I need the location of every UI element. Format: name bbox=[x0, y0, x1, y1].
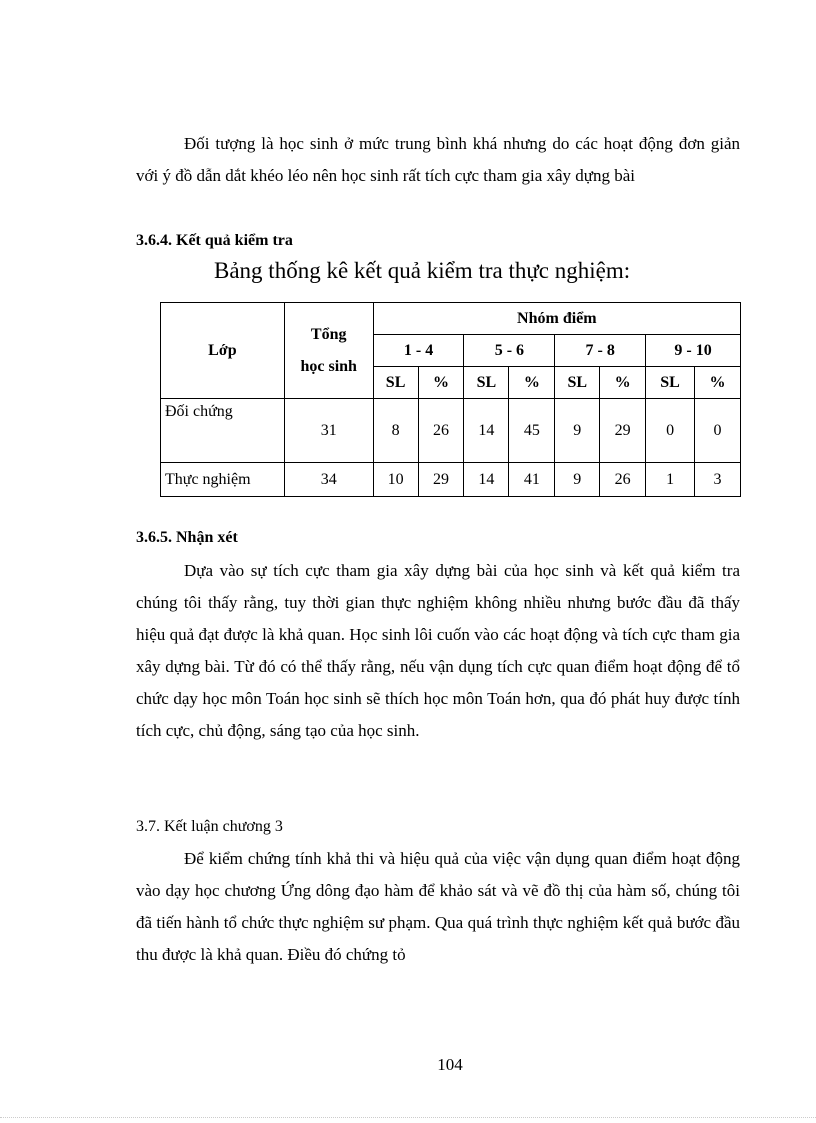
row-label: Thực nghiệm bbox=[161, 463, 285, 497]
section-3-6-4-heading: 3.6.4. Kết quả kiểm tra bbox=[136, 232, 293, 249]
table-title: Bảng thống kê kết quả kiểm tra thực nghiệm: bbox=[214, 258, 631, 283]
header-score-group: Nhóm điểm bbox=[373, 303, 740, 335]
table-cell: 26 bbox=[600, 463, 646, 497]
subheader-sl: SL bbox=[646, 367, 695, 399]
group-5-6: 5 - 6 bbox=[464, 335, 555, 367]
subheader-pct: % bbox=[418, 367, 464, 399]
subheader-pct: % bbox=[695, 367, 741, 399]
group-7-8: 7 - 8 bbox=[555, 335, 646, 367]
table-row bbox=[161, 399, 741, 463]
page-bottom-divider bbox=[0, 1117, 816, 1118]
header-total bbox=[284, 303, 373, 399]
header-class: Lớp bbox=[161, 303, 285, 399]
group-1-4: 1 - 4 bbox=[373, 335, 464, 367]
table-cell: 0 bbox=[646, 399, 695, 463]
table-cell: 0 bbox=[695, 399, 741, 463]
table-cell: 45 bbox=[509, 399, 555, 463]
cell-total: 34 bbox=[284, 463, 373, 497]
table-cell: 14 bbox=[464, 463, 509, 497]
page-number: 104 bbox=[437, 1055, 463, 1074]
section-3-7-heading: 3.7. Kết luận chương 3 bbox=[136, 818, 283, 835]
header-total-line1: Tổng bbox=[310, 325, 347, 343]
subheader-sl: SL bbox=[373, 367, 418, 399]
row-label: Đối chứng bbox=[161, 399, 285, 463]
table-cell: 26 bbox=[418, 399, 464, 463]
section-3-6-5-body: Dựa vào sự tích cực tham gia xây dựng bài của học sinh và kết quả kiểm tra chúng tôi thấy rằng, tuy thời gian thực nghiệm không nhiều nhưng bước đầu đã thấy hiệu quả đạt được là khả quan. Học sinh lôi cuốn vào các hoạt động và tích cực tham gia xây dựng bài. Từ đó có thể thấy rằng, nếu vận dụng tích cực quan điểm hoạt động để tổ chức dạy học môn Toán học sinh sẽ thích học môn Toán hơn, qua đó phát huy được tính tích cực, chủ động, sáng tạo của học sinh. bbox=[136, 561, 740, 740]
header-total-line2: học sinh bbox=[300, 357, 357, 375]
table-cell: 10 bbox=[373, 463, 418, 497]
table-cell: 9 bbox=[555, 463, 600, 497]
table-cell: 8 bbox=[373, 399, 418, 463]
subheader-pct: % bbox=[600, 367, 646, 399]
results-table bbox=[160, 302, 741, 497]
table-row bbox=[161, 463, 741, 497]
table-cell: 14 bbox=[464, 399, 509, 463]
section-3-6-5-heading: 3.6.5. Nhận xét bbox=[136, 529, 238, 546]
table-cell: 1 bbox=[646, 463, 695, 497]
table-cell: 41 bbox=[509, 463, 555, 497]
subheader-sl: SL bbox=[464, 367, 509, 399]
subheader-sl: SL bbox=[555, 367, 600, 399]
table-cell: 3 bbox=[695, 463, 741, 497]
subheader-pct: % bbox=[509, 367, 555, 399]
table-cell: 29 bbox=[418, 463, 464, 497]
section-3-7-body: Để kiểm chứng tính khả thi và hiệu quả của việc vận dụng quan điểm hoạt động vào dạy học chương Ứng dông đạo hàm để khảo sát và vẽ đồ thị của hàm số, chúng tôi đã tiến hành tổ chức thực nghiệm sư phạm. Qua quá trình thực nghiệm kết quả bước đầu thu được là khả quan. Điều đó chứng tỏ bbox=[136, 849, 740, 964]
table-header-row-1 bbox=[161, 303, 741, 335]
table-cell: 29 bbox=[600, 399, 646, 463]
table-cell: 9 bbox=[555, 399, 600, 463]
intro-paragraph: Đối tượng là học sinh ở mức trung bình khá nhưng do các hoạt động đơn giản với ý đồ dẫn dắt khéo léo nên học sinh rất tích cực tham gia xây dựng bài bbox=[136, 134, 740, 185]
group-9-10: 9 - 10 bbox=[646, 335, 741, 367]
cell-total: 31 bbox=[284, 399, 373, 463]
